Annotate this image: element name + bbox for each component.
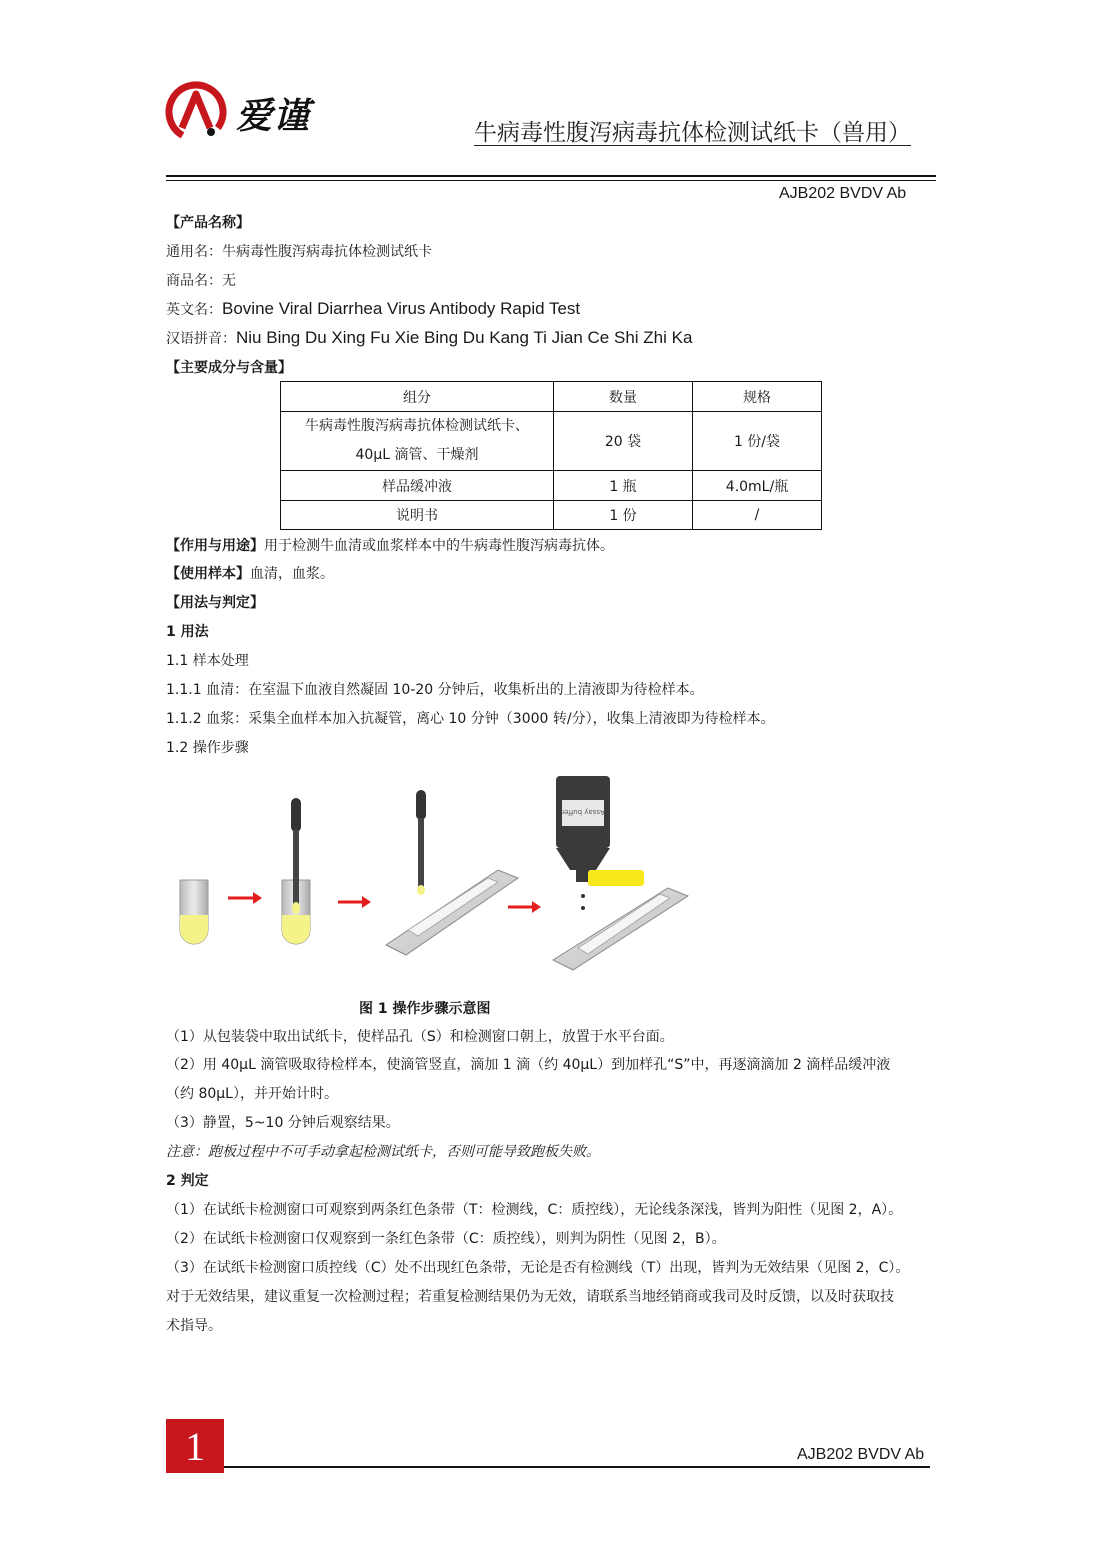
table-cell-quantity: 1 份 bbox=[554, 501, 693, 530]
subheading-usage: 1 用法 bbox=[166, 624, 209, 640]
sample-tube-icon bbox=[180, 880, 208, 944]
section-heading-sample: 【使用样本】 bbox=[166, 566, 250, 582]
footer-product-code: AJB202 BVDV Ab bbox=[797, 1446, 925, 1463]
usage-text: 用于检测牛血清或血浆样本中的牛病毒性腹泻病毒抗体。 bbox=[264, 538, 614, 554]
table-cell-component: 样品缓冲液 bbox=[281, 471, 554, 501]
table-cell-component: 说明书 bbox=[281, 501, 554, 530]
figure-caption: 图 1 操作步骤示意图 bbox=[359, 1001, 491, 1017]
header-rule-thin bbox=[166, 180, 936, 181]
arrow-icon bbox=[228, 892, 262, 904]
table-cell-quantity: 1 瓶 bbox=[554, 471, 693, 501]
buffer-bottle-icon bbox=[553, 776, 688, 970]
procedure-step-2-cont: （约 80μL），并开始计时。 bbox=[166, 1086, 338, 1102]
pinyin-label: 汉语拼音： bbox=[166, 331, 236, 347]
pinyin-value: Niu Bing Du Xing Fu Xie Bing Du Kang Ti Jian Ce Shi Zhi Ka bbox=[236, 328, 693, 347]
page-number: 1 bbox=[166, 1419, 224, 1473]
component-line: 牛病毒性腹泻病毒抗体检测试纸卡、 bbox=[305, 418, 529, 434]
table-cell-quantity: 20 袋 bbox=[554, 412, 693, 471]
section-heading-product-name: 【产品名称】 bbox=[166, 215, 250, 231]
plasma-processing: 1.1.2 血浆：采集全血样本加入抗凝管，离心 10 分钟（3000 转/分），收集上清液即为待检样本。 bbox=[166, 711, 775, 727]
document-title: 牛病毒性腹泻病毒抗体检测试纸卡（兽用） bbox=[474, 120, 911, 146]
judgement-negative: （2）在试纸卡检测窗口仅观察到一条红色条带（C：质控线），则判为阴性（见图 2，B）。 bbox=[166, 1231, 726, 1247]
english-name bbox=[166, 299, 580, 320]
english-name-label: 英文名： bbox=[166, 302, 222, 318]
section-heading-usage: 【作用与用途】 bbox=[166, 538, 264, 554]
composition-table bbox=[280, 381, 822, 530]
table-cell-spec: 1 份/袋 bbox=[693, 412, 822, 471]
product-code: AJB202 BVDV Ab bbox=[779, 185, 907, 202]
pinyin-name bbox=[166, 328, 692, 349]
tube-with-dropper-icon bbox=[282, 798, 310, 944]
judgement-invalid: （3）在试纸卡检测窗口质控线（C）处不出现红色条带，无论是否有检测线（T）出现，皆判为无效结果（见图 2，C）。 bbox=[166, 1260, 910, 1276]
trade-name: 商品名：无 bbox=[166, 273, 236, 289]
component-line: 40μL 滴管、干燥剂 bbox=[355, 447, 479, 463]
sample-line bbox=[166, 564, 334, 584]
procedure-step-2: （2）用 40μL 滴管吸取待检样本，使滴管竖直，滴加 1 滴（约 40μL）到加样孔“S”中，再逐滴滴加 2 滴样品缓冲液 bbox=[166, 1057, 891, 1073]
brand-name: 爱谨 bbox=[236, 96, 311, 137]
dropper-cassette-icon bbox=[386, 790, 518, 955]
english-name-value: Bovine Viral Diarrhea Virus Antibody Rapid Test bbox=[222, 299, 581, 318]
section-heading-composition: 【主要成分与含量】 bbox=[166, 360, 292, 376]
bottle-label: Assay buffer bbox=[561, 808, 605, 816]
usage-line bbox=[166, 536, 614, 556]
table-header-cell: 数量 bbox=[554, 382, 693, 412]
table-header-cell: 组分 bbox=[281, 382, 554, 412]
procedure-step-3: （3）静置，5~10 分钟后观察结果。 bbox=[166, 1115, 400, 1131]
subheading-judgement: 2 判定 bbox=[166, 1173, 209, 1189]
caution-note: 注意：跑板过程中不可手动拿起检测试纸卡，否则可能导致跑板失败。 bbox=[166, 1144, 600, 1160]
section-heading-method: 【用法与判定】 bbox=[166, 595, 264, 611]
footer-rule bbox=[224, 1466, 930, 1468]
table-cell-spec: / bbox=[693, 501, 822, 530]
procedure-step-1: （1）从包装袋中取出试纸卡，使样品孔（S）和检测窗口朝上，放置于水平台面。 bbox=[166, 1029, 674, 1045]
judgement-positive: （1）在试纸卡检测窗口可观察到两条红色条带（T：检测线，C：质控线），无论线条深浅，皆判为阳性（见图 2，A）。 bbox=[166, 1202, 903, 1218]
procedure-figure bbox=[168, 770, 698, 980]
arrow-icon bbox=[508, 901, 541, 913]
table-row bbox=[281, 412, 822, 471]
sample-text: 血清，血浆。 bbox=[250, 566, 334, 582]
serum-processing: 1.1.1 血清：在室温下血液自然凝固 10-20 分钟后，收集析出的上清液即为待检样本。 bbox=[166, 682, 704, 698]
arrow-icon bbox=[338, 896, 371, 908]
table-row bbox=[281, 501, 822, 530]
subheading-procedure: 1.2 操作步骤 bbox=[166, 740, 249, 756]
common-name: 通用名：牛病毒性腹泻病毒抗体检测试纸卡 bbox=[166, 244, 432, 260]
table-header-cell: 规格 bbox=[693, 382, 822, 412]
table-cell-spec: 4.0mL/瓶 bbox=[693, 471, 822, 501]
subheading-sample-processing: 1.1 样本处理 bbox=[166, 653, 249, 669]
table-header-row bbox=[281, 382, 822, 412]
header-rule bbox=[166, 175, 936, 177]
table-cell-component bbox=[281, 412, 554, 471]
judgement-invalid-end: 术指导。 bbox=[166, 1318, 222, 1334]
table-row bbox=[281, 471, 822, 501]
judgement-invalid-cont: 对于无效结果，建议重复一次检测过程；若重复检测结果仍为无效，请联系当地经销商或我司及时反馈，以及时获取技 bbox=[166, 1289, 894, 1305]
brand-logo-icon bbox=[164, 80, 228, 144]
